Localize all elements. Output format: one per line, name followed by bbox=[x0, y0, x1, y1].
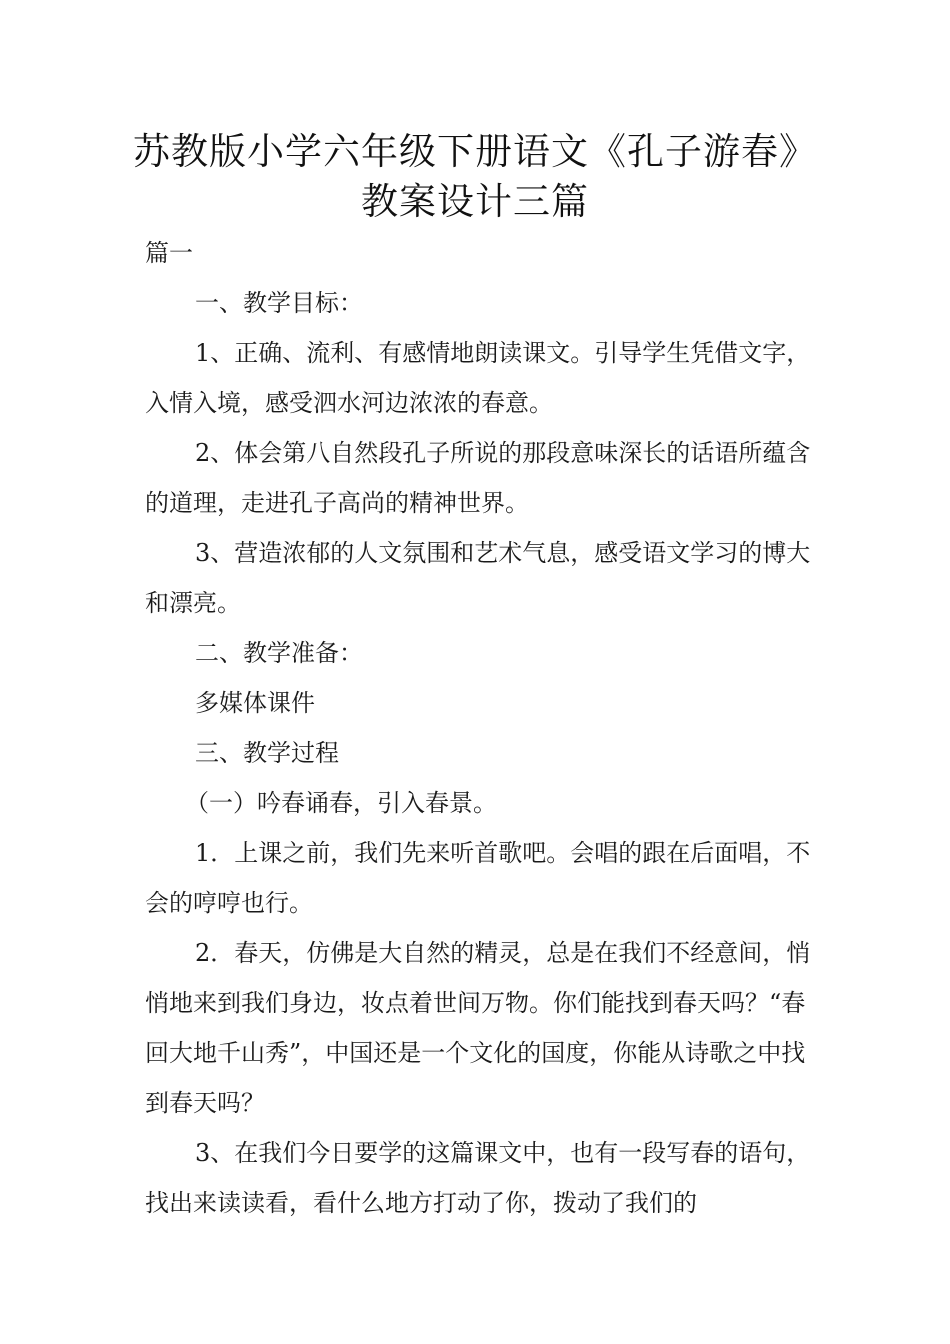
section-label: 篇一 bbox=[145, 239, 193, 267]
paragraph-goal-2: 2、体会第八自然段孔子所说的那段意味深长的话语所蕴含的道理，走进孔子高尚的精神世界。 bbox=[145, 439, 811, 517]
paragraph-step-2: 2．春天，仿佛是大自然的精灵，总是在我们不经意间，悄悄地来到我们身边，妆点着世间万物。你们能找到春天吗？“春回大地千山秀”，中国还是一个文化的国度，你能从诗歌之中找到春天吗？ bbox=[145, 939, 811, 1117]
heading-teaching-goals: 一、教学目标： bbox=[195, 289, 363, 317]
document-title-line-1: 苏教版小学六年级下册语文《孔子游春》 bbox=[133, 130, 817, 173]
document-body bbox=[145, 228, 825, 1228]
paragraph-preparation: 多媒体课件 bbox=[195, 689, 315, 717]
paragraph-goal-1: 1、正确、流利、有感情地朗读课文。引导学生凭借文字，入情入境，感受泗水河边浓浓的春意。 bbox=[145, 339, 811, 417]
paragraph-step-1: 1．上课之前，我们先来听首歌吧。会唱的跟在后面唱，不会的哼哼也行。 bbox=[145, 839, 811, 917]
heading-teaching-preparation: 二、教学准备： bbox=[195, 639, 363, 667]
paragraph-goal-3: 3、营造浓郁的人文氛围和艺术气息，感受语文学习的博大和漂亮。 bbox=[145, 539, 811, 617]
paragraph-step-3: 3、在我们今日要学的这篇课文中，也有一段写春的语句，找出来读读看，看什么地方打动了你，拨动了我们的 bbox=[145, 1139, 811, 1217]
document-title-line-2: 教案设计三篇 bbox=[361, 180, 589, 223]
heading-teaching-process: 三、教学过程 bbox=[195, 739, 339, 767]
subheading-part-1: （一）吟春诵春，引入春景。 bbox=[185, 789, 497, 817]
